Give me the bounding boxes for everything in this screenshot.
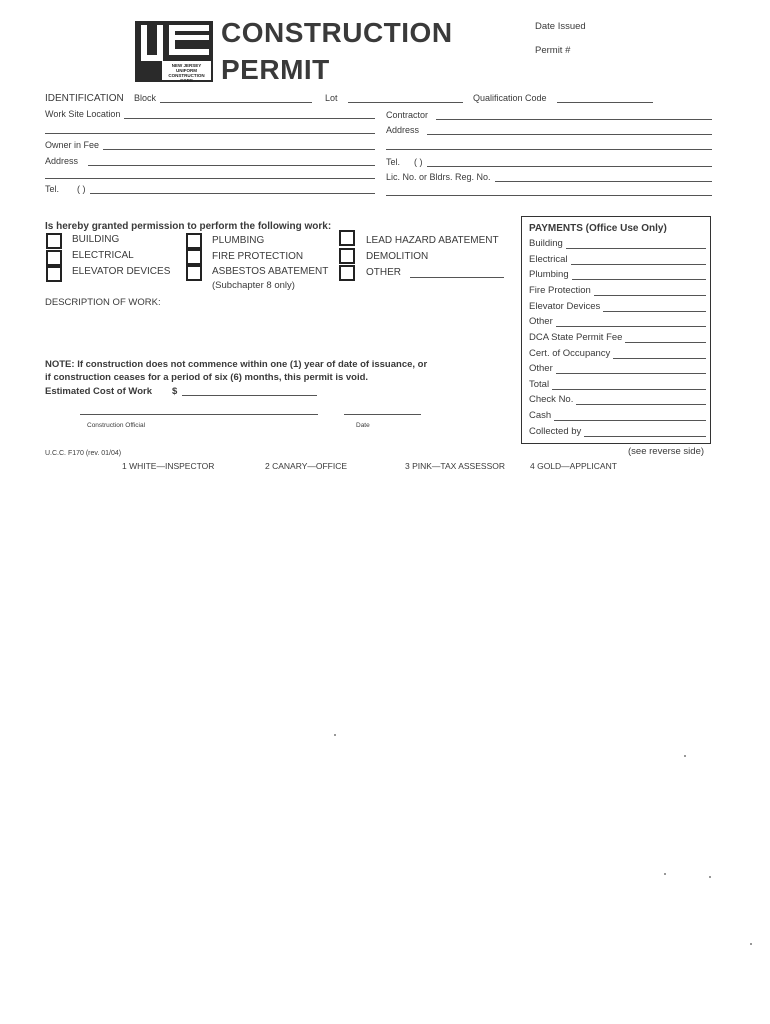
owner-in-fee-label: Owner in Fee bbox=[45, 140, 100, 150]
plumbing-label: PLUMBING bbox=[212, 235, 265, 246]
logo-badge: NEW JERSEY UNIFORM CONSTRUCTION CODE bbox=[162, 61, 211, 80]
copy-4: 4 GOLD—APPLICANT bbox=[530, 461, 617, 471]
lot-field[interactable] bbox=[325, 93, 463, 103]
work-site-location-field[interactable] bbox=[45, 109, 375, 119]
block-field[interactable] bbox=[134, 93, 312, 103]
owner-address-line-2[interactable] bbox=[45, 178, 375, 179]
estimated-cost-line[interactable] bbox=[182, 395, 317, 396]
payment-row-electrical[interactable] bbox=[529, 254, 706, 265]
license-line-2[interactable] bbox=[386, 195, 712, 196]
copy-1: 1 WHITE—INSPECTOR bbox=[122, 461, 215, 471]
payments-title: PAYMENTS (Office Use Only) bbox=[529, 223, 667, 234]
scan-speck bbox=[709, 876, 711, 878]
building-label: BUILDING bbox=[72, 234, 120, 245]
payments-box bbox=[521, 216, 711, 444]
contractor-tel-area: ( ) bbox=[414, 157, 423, 167]
construction-official-line[interactable] bbox=[80, 414, 318, 415]
other-work-checkbox[interactable] bbox=[339, 265, 355, 281]
contractor-tel-label: Tel. bbox=[386, 157, 401, 167]
payment-label: Collected by bbox=[529, 426, 582, 437]
demolition-label: DEMOLITION bbox=[366, 251, 429, 262]
owner-address-label: Address bbox=[45, 156, 79, 166]
scan-speck bbox=[750, 943, 752, 945]
electrical-checkbox[interactable] bbox=[46, 250, 62, 266]
contractor-address-line-2[interactable] bbox=[386, 149, 712, 150]
payment-row-other-2[interactable] bbox=[529, 363, 706, 374]
title-line-2: PERMIT bbox=[221, 54, 330, 85]
asbestos-abatement-label: ASBESTOS ABATEMENT bbox=[212, 266, 329, 277]
copy-3: 3 PINK—TAX ASSESSOR bbox=[405, 461, 505, 471]
payment-label: Plumbing bbox=[529, 269, 569, 280]
electrical-label: ELECTRICAL bbox=[72, 250, 134, 261]
fire-protection-checkbox[interactable] bbox=[186, 249, 202, 265]
note-line-1: NOTE: If construction does not commence within one (1) year of date of issuance, or bbox=[45, 359, 428, 370]
payment-row-cert-occupancy[interactable] bbox=[529, 348, 706, 359]
date-issued-label: Date Issued bbox=[535, 21, 586, 32]
scan-speck bbox=[684, 755, 686, 757]
permission-heading: Is hereby granted permission to perform the following work: bbox=[45, 221, 332, 232]
elevator-devices-checkbox[interactable] bbox=[46, 266, 62, 282]
payment-label: Elevator Devices bbox=[529, 301, 601, 312]
payment-label: Electrical bbox=[529, 254, 568, 265]
work-site-location-label: Work Site Location bbox=[45, 109, 121, 119]
note-line-2: if construction ceases for a period of six (6) months, this permit is void. bbox=[45, 372, 369, 383]
asbestos-subchapter-note: (Subchapter 8 only) bbox=[212, 280, 295, 291]
scan-speck bbox=[334, 734, 336, 736]
signature-date-label: Date bbox=[356, 422, 370, 429]
payment-row-building[interactable] bbox=[529, 238, 706, 249]
payment-label: Other bbox=[529, 316, 553, 327]
payment-label: Total bbox=[529, 379, 550, 390]
payment-label: Cert. of Occupancy bbox=[529, 348, 611, 359]
lot-label: Lot bbox=[325, 93, 338, 103]
payment-label: Fire Protection bbox=[529, 285, 591, 296]
asbestos-abatement-checkbox[interactable] bbox=[186, 265, 202, 281]
permit-number-label: Permit # bbox=[535, 45, 571, 56]
building-checkbox[interactable] bbox=[46, 233, 62, 249]
qualification-code-field[interactable] bbox=[473, 93, 653, 103]
description-label: DESCRIPTION OF WORK: bbox=[45, 297, 161, 308]
payment-label: DCA State Permit Fee bbox=[529, 332, 623, 343]
title-line-1: CONSTRUCTION bbox=[221, 17, 453, 48]
payment-row-dca-fee[interactable] bbox=[529, 332, 706, 343]
copy-2: 2 CANARY—OFFICE bbox=[265, 461, 348, 471]
payment-row-plumbing[interactable] bbox=[529, 269, 706, 280]
ucc-logo bbox=[135, 21, 213, 82]
license-number-label: Lic. No. or Bldrs. Reg. No. bbox=[386, 172, 491, 182]
payment-label: Check No. bbox=[529, 394, 574, 405]
contractor-address-field[interactable] bbox=[386, 125, 712, 135]
payment-row-cash[interactable] bbox=[529, 410, 706, 421]
owner-address-field[interactable] bbox=[45, 156, 375, 166]
owner-tel-area: ( ) bbox=[77, 184, 86, 194]
dollar-sign: $ bbox=[172, 386, 178, 397]
payment-row-total[interactable] bbox=[529, 379, 706, 390]
other-work-line[interactable] bbox=[410, 277, 504, 278]
license-number-field[interactable] bbox=[386, 172, 712, 182]
payment-label: Building bbox=[529, 238, 563, 249]
plumbing-checkbox[interactable] bbox=[186, 233, 202, 249]
scan-speck bbox=[664, 873, 666, 875]
payment-row-check-no[interactable] bbox=[529, 394, 706, 405]
identification-label: IDENTIFICATION bbox=[45, 93, 124, 104]
payment-label: Other bbox=[529, 363, 553, 374]
demolition-checkbox[interactable] bbox=[339, 248, 355, 264]
contractor-label: Contractor bbox=[386, 110, 429, 120]
lead-hazard-checkbox[interactable] bbox=[339, 230, 355, 246]
signature-date-line[interactable] bbox=[344, 414, 421, 415]
contractor-field[interactable] bbox=[386, 110, 712, 120]
form-number: U.C.C. F170 (rev. 01/04) bbox=[45, 450, 122, 457]
elevator-devices-label: ELEVATOR DEVICES bbox=[72, 266, 171, 277]
payment-row-other[interactable] bbox=[529, 316, 706, 327]
qualification-code-label: Qualification Code bbox=[473, 93, 547, 103]
see-reverse-note: (see reverse side) bbox=[628, 446, 705, 457]
payment-row-collected-by[interactable] bbox=[529, 426, 706, 437]
construction-official-label: Construction Official bbox=[87, 422, 146, 429]
owner-tel-label: Tel. bbox=[45, 184, 60, 194]
work-site-location-line-2[interactable] bbox=[45, 133, 375, 134]
payment-row-elevator-devices[interactable] bbox=[529, 301, 706, 312]
block-label: Block bbox=[134, 93, 157, 103]
owner-tel-field[interactable] bbox=[45, 184, 375, 194]
estimated-cost-label: Estimated Cost of Work bbox=[45, 386, 152, 397]
contractor-address-label: Address bbox=[386, 125, 420, 135]
contractor-tel-field[interactable] bbox=[386, 157, 712, 167]
fire-protection-label: FIRE PROTECTION bbox=[212, 251, 304, 262]
payment-row-fire-protection[interactable] bbox=[529, 285, 706, 296]
owner-in-fee-field[interactable] bbox=[45, 140, 375, 150]
other-work-label: OTHER bbox=[366, 267, 401, 278]
payment-label: Cash bbox=[529, 410, 552, 421]
lead-hazard-label: LEAD HAZARD ABATEMENT bbox=[366, 235, 499, 246]
